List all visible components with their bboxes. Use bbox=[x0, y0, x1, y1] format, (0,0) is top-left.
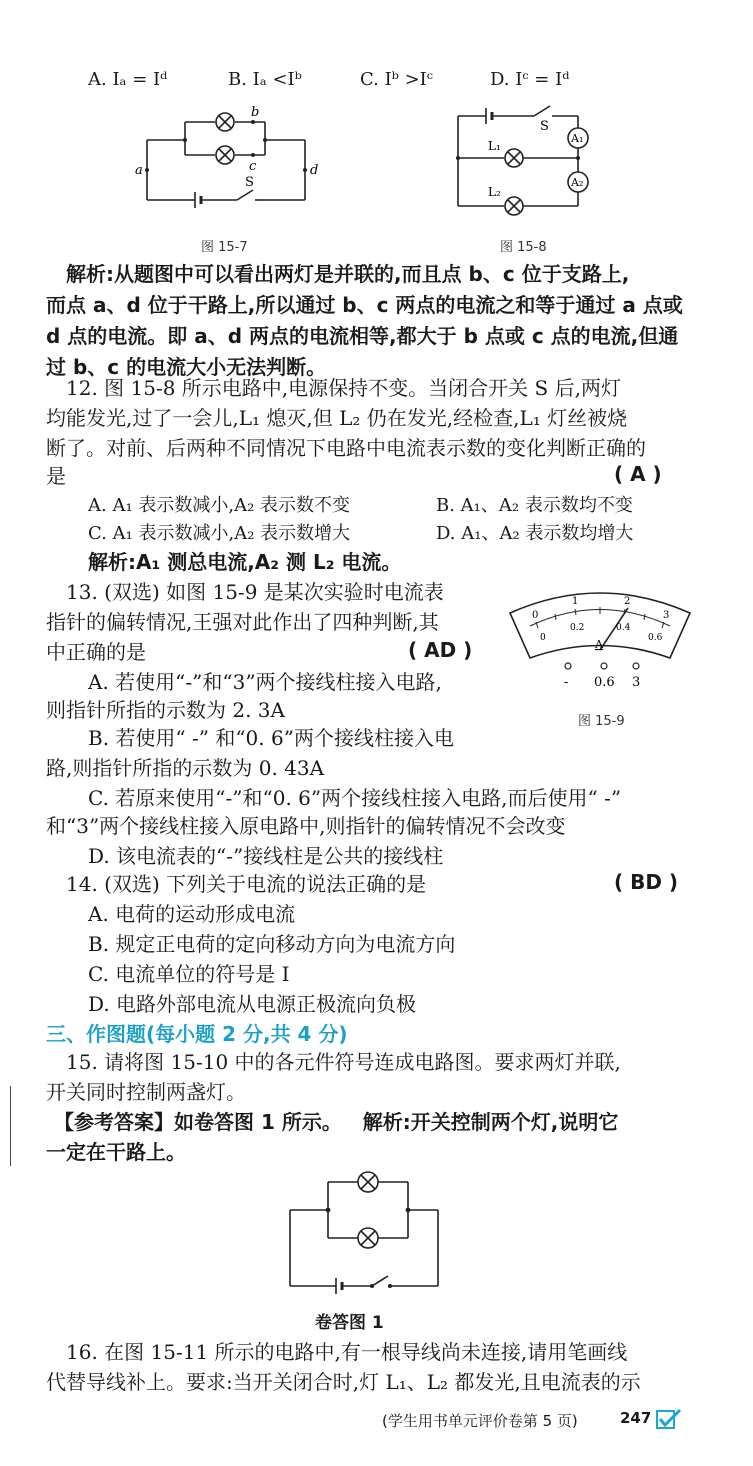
q14-option-b: B. 规定正电荷的定向移动方向为电流方向 bbox=[88, 932, 456, 956]
fig-15-9-top-1: 1 bbox=[572, 596, 579, 607]
margin-binding-mark bbox=[0, 1086, 11, 1166]
q11-analysis-line-4: 过 b、c 的电流大小无法判断。 bbox=[46, 355, 327, 379]
q14-question: 14. (双选) 下列关于电流的说法正确的是 bbox=[66, 872, 427, 896]
q12-option-c: C. A₁ 表示数减小,A₂ 表示数增大 bbox=[88, 523, 351, 544]
circuit-answer-figure-1 bbox=[280, 1162, 450, 1300]
checkmark-icon bbox=[656, 1408, 682, 1430]
q13-line-2: 指针的偏转情况,王强对此作出了四种判断,其 bbox=[46, 610, 439, 634]
q13-option-d: D. 该电流表的“-”接线柱是公共的接线柱 bbox=[88, 844, 444, 868]
q13-option-c-line-2: 和“3”两个接线柱接入原电路中,则指针的偏转情况不会改变 bbox=[46, 814, 566, 838]
fig-15-9-caption: 图 15-9 bbox=[578, 714, 625, 729]
q14-answer: ( BD ) bbox=[614, 870, 679, 894]
q13-option-b-line-1: B. 若使用“ -” 和“0. 6”两个接线柱接入电 bbox=[88, 726, 454, 750]
fig-15-8-label-l1: L₁ bbox=[488, 139, 501, 153]
ammeter-figure-15-9 bbox=[500, 578, 700, 690]
fig-15-9-bottom-02: 0.2 bbox=[570, 623, 585, 633]
q15-answer-line-2: 一定在干路上。 bbox=[46, 1140, 186, 1164]
fig-15-9-unit: A bbox=[595, 638, 603, 651]
q16-line-1: 16. 在图 15-11 所示的电路中,有一根导线尚未连接,请用笔画线 bbox=[66, 1340, 628, 1364]
fig-15-7-label-c: c bbox=[249, 159, 257, 174]
footer-text: (学生用书单元评价卷第 5 页) bbox=[382, 1412, 578, 1430]
q12-line-3: 断了。对前、后两种不同情况下电路中电流表示数的变化判断正确的 bbox=[46, 436, 646, 460]
fig-15-8-label-l2: L₂ bbox=[488, 185, 501, 199]
fig-15-9-bottom-04: 0.4 bbox=[616, 623, 631, 633]
q13-option-a-line-2: 则指针所指的示数为 2. 3A bbox=[46, 698, 285, 722]
q15-line-1: 15. 请将图 15-10 中的各元件符号连成电路图。要求两灯并联, bbox=[66, 1050, 621, 1074]
q14-option-d: D. 电路外部电流从电源正极流向负极 bbox=[88, 992, 417, 1016]
q12-analysis: 解析:A₁ 测总电流,A₂ 测 L₂ 电流。 bbox=[88, 550, 402, 574]
q13-option-a-line-1: A. 若使用“-”和“3”两个接线柱接入电路, bbox=[88, 670, 442, 694]
q12-option-a: A. A₁ 表示数减小,A₂ 表示数不变 bbox=[88, 495, 351, 516]
q12-option-d: D. A₁、A₂ 表示数均增大 bbox=[436, 523, 634, 544]
q15-line-2: 开关同时控制两盏灯。 bbox=[46, 1080, 246, 1104]
q11-option-a: A. Iₐ = Iᵈ bbox=[88, 69, 168, 90]
fig-15-8-label-a2: A₂ bbox=[571, 176, 584, 189]
q11-analysis-line-1: 解析:从题图中可以看出两灯是并联的,而且点 b、c 位于支路上, bbox=[66, 262, 630, 286]
q13-line-3: 中正确的是 bbox=[46, 640, 146, 664]
circuit-figure-15-7 bbox=[125, 100, 345, 220]
q11-option-d: D. Iᶜ = Iᵈ bbox=[490, 69, 570, 90]
q16-line-2: 代替导线补上。要求:当开关闭合时,灯 L₁、L₂ 都发光,且电流表的示 bbox=[46, 1370, 641, 1394]
q14-option-c: C. 电流单位的符号是 I bbox=[88, 962, 290, 986]
q12-option-b: B. A₁、A₂ 表示数均不变 bbox=[436, 495, 633, 516]
q12-line-1: 12. 图 15-8 所示电路中,电源保持不变。当闭合开关 S 后,两灯 bbox=[66, 376, 621, 400]
circuit-figure-15-8 bbox=[448, 98, 608, 226]
fig-15-9-terminal-minus: - bbox=[564, 675, 569, 690]
fig-15-7-label-d: d bbox=[310, 163, 319, 178]
fig-15-9-top-0: 0 bbox=[532, 610, 539, 621]
q11-option-b: B. Iₐ <Iᵇ bbox=[228, 69, 302, 90]
answer-figure-1-caption: 卷答图 1 bbox=[315, 1313, 384, 1333]
q13-option-b-line-2: 路,则指针所指的示数为 0. 43A bbox=[46, 756, 325, 780]
fig-15-9-top-2: 2 bbox=[624, 596, 631, 607]
fig-15-9-top-3: 3 bbox=[663, 610, 670, 621]
q11-analysis-line-2: 而点 a、d 位于干路上,所以通过 b、c 两点的电流之和等于通过 a 点或 bbox=[46, 293, 683, 317]
q13-answer: ( AD ) bbox=[408, 638, 473, 662]
q11-option-c: C. Iᵇ >Iᶜ bbox=[360, 69, 434, 90]
section-3-heading: 三、作图题(每小题 2 分,共 4 分) bbox=[46, 1022, 348, 1046]
q15-answer-line-1: 【参考答案】如卷答图 1 所示。 解析:开关控制两个灯,说明它 bbox=[54, 1110, 619, 1134]
fig-15-9-bottom-06: 0.6 bbox=[648, 633, 663, 643]
q12-answer: ( A ) bbox=[614, 462, 662, 486]
q13-option-c-line-1: C. 若原来使用“-”和“0. 6”两个接线柱接入电路,而后使用“ -” bbox=[88, 786, 622, 810]
fig-15-7-label-a: a bbox=[135, 163, 143, 178]
fig-15-9-bottom-0: 0 bbox=[540, 633, 546, 643]
q12-line-2: 均能发光,过了一会儿,L₁ 熄灭,但 L₂ 仍在发光,经检查,L₁ 灯丝被烧 bbox=[46, 406, 628, 430]
fig-15-7-label-b: b bbox=[251, 105, 260, 120]
q11-analysis-line-3: d 点的电流。即 a、d 两点的电流相等,都大于 b 点或 c 点的电流,但通 bbox=[46, 324, 679, 348]
fig-15-8-label-a1: A₁ bbox=[571, 132, 584, 145]
fig-15-9-terminal-3: 3 bbox=[632, 675, 641, 690]
fig-15-7-caption: 图 15-7 bbox=[201, 240, 248, 255]
page-number: 247 bbox=[620, 1409, 652, 1427]
fig-15-9-terminal-06: 0.6 bbox=[594, 675, 615, 690]
q14-option-a: A. 电荷的运动形成电流 bbox=[88, 902, 296, 926]
q12-line-4: 是 bbox=[46, 464, 66, 488]
fig-15-8-label-s: S bbox=[540, 119, 549, 134]
q13-line-1: 13. (双选) 如图 15-9 是某次实验时电流表 bbox=[66, 580, 444, 604]
fig-15-7-label-s: S bbox=[245, 175, 254, 190]
fig-15-8-caption: 图 15-8 bbox=[500, 240, 547, 255]
